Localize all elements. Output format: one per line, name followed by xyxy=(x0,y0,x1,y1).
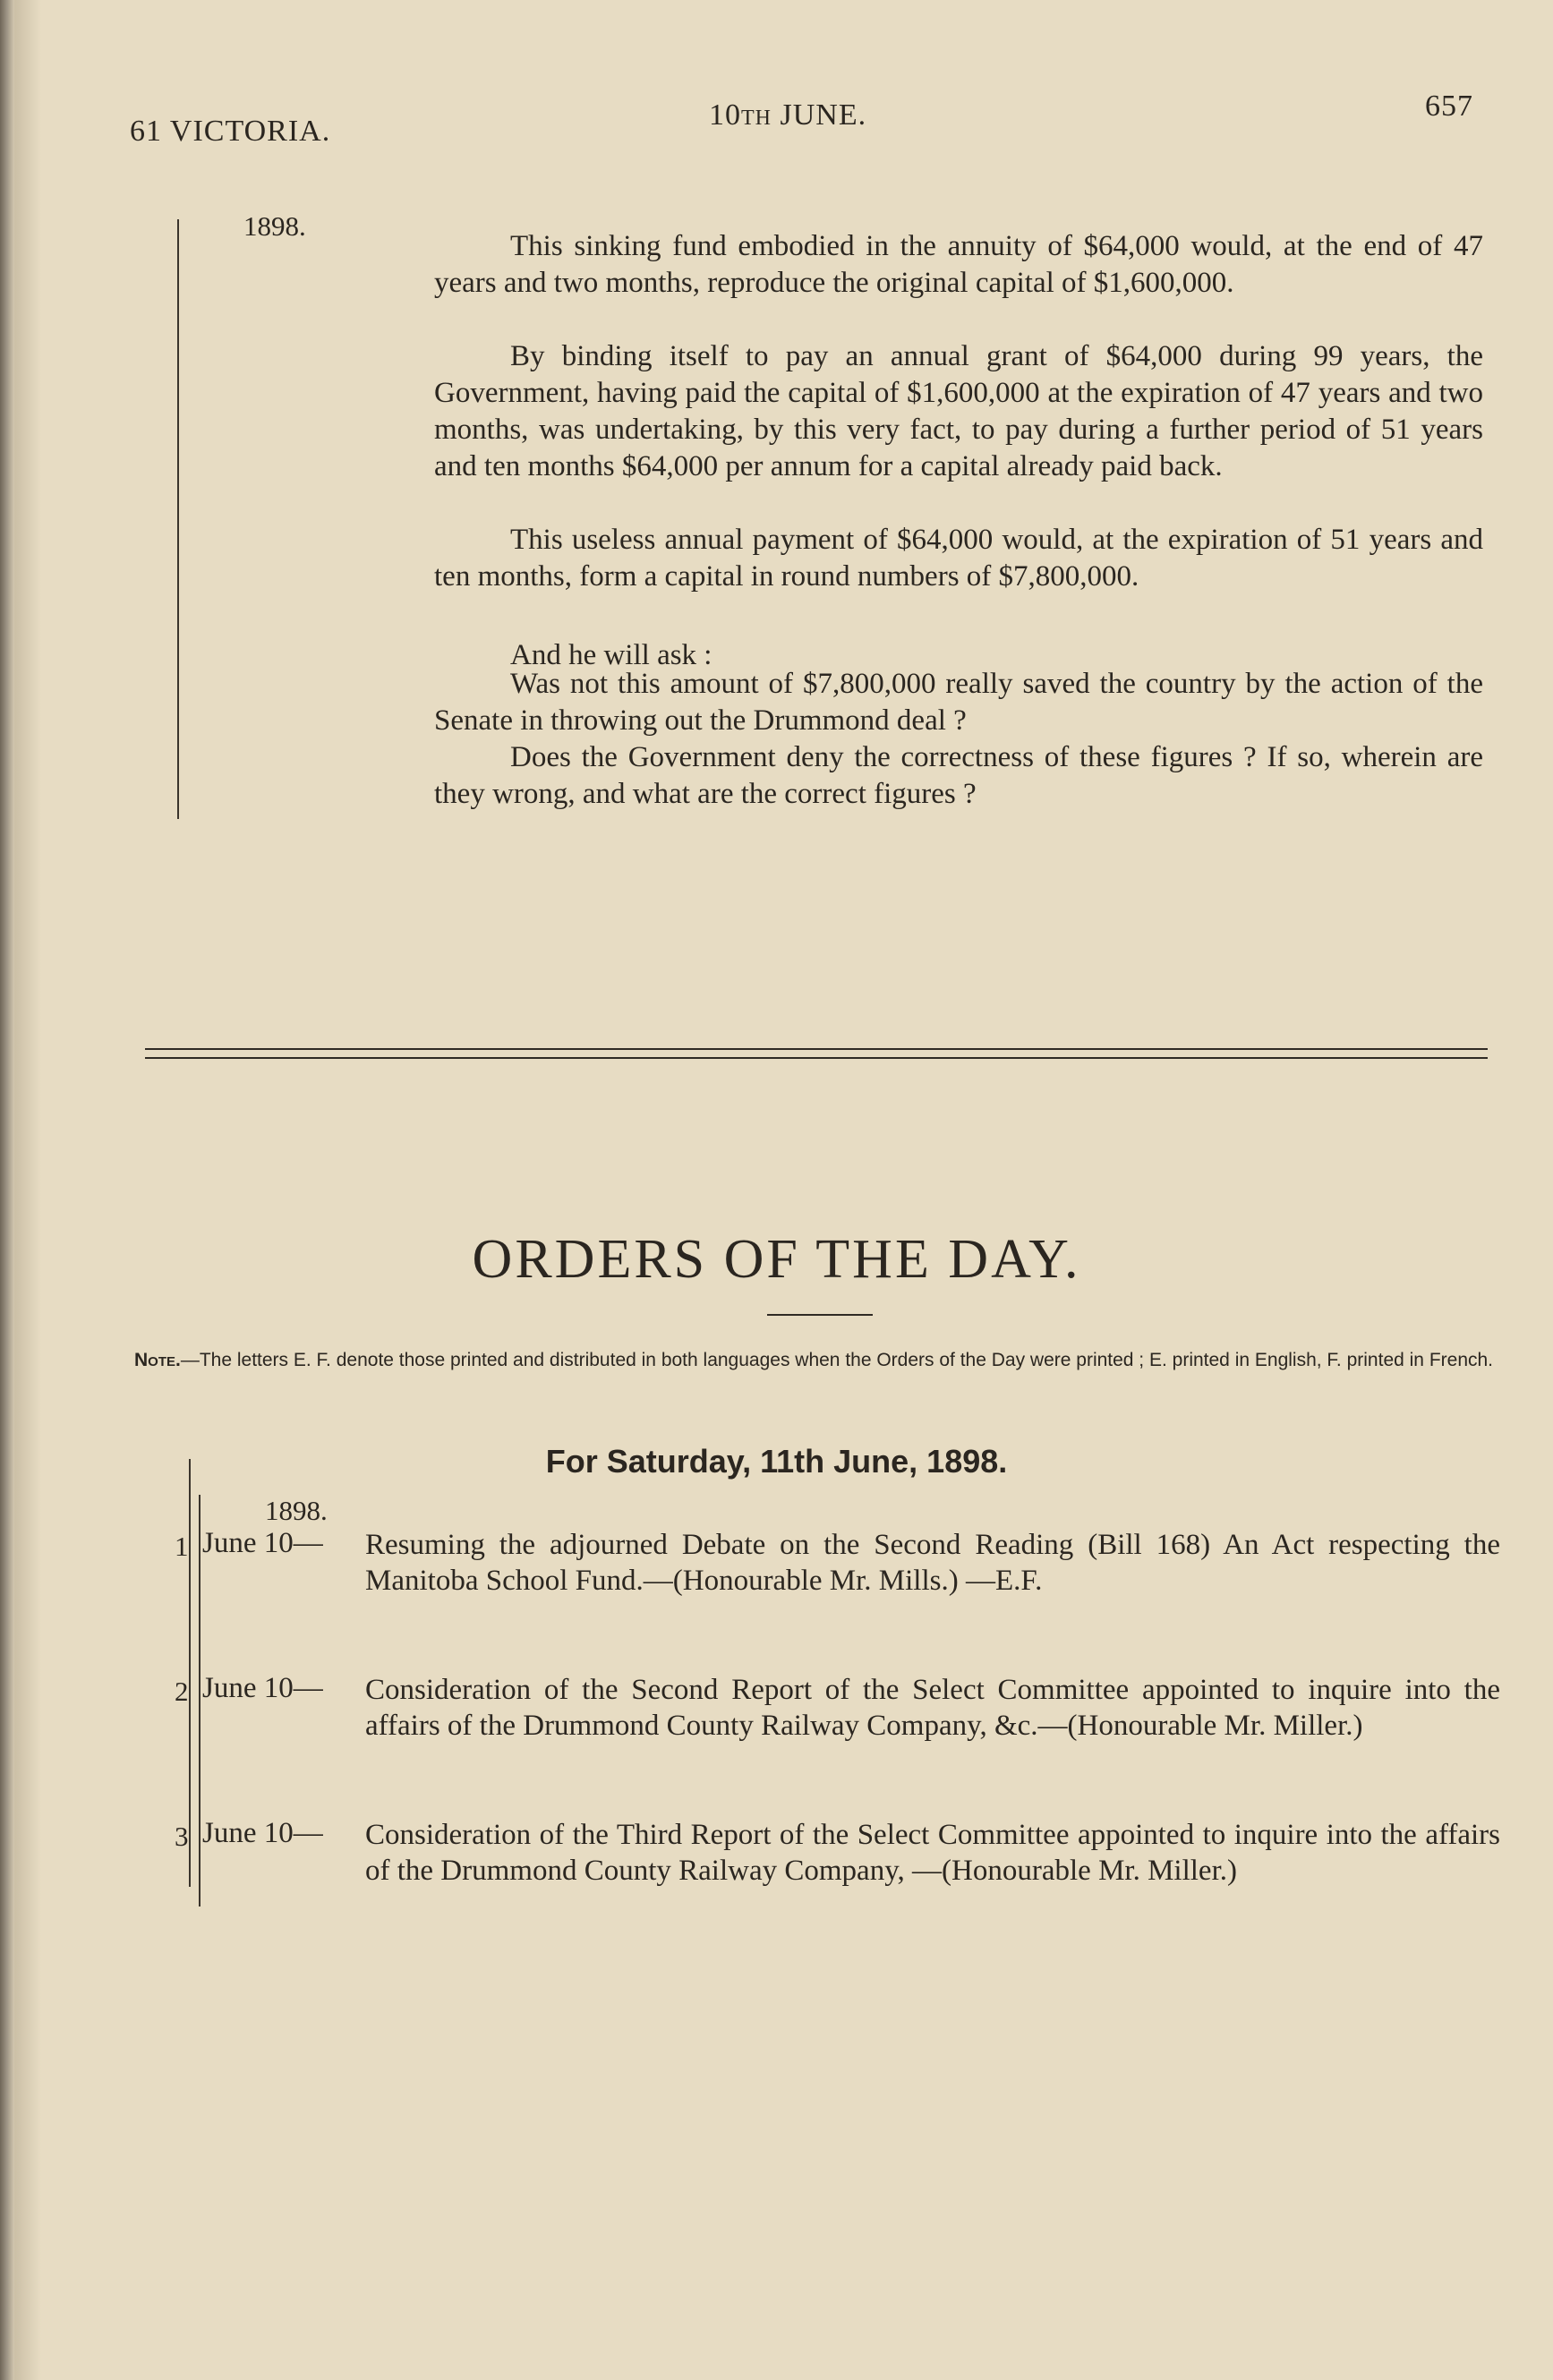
header-date-month: JUNE. xyxy=(780,98,867,132)
question-paragraph-4: And he will ask : xyxy=(510,639,713,671)
question-paragraph-5: Was not this amount of $7,800,000 really saved the country by the action of the Senate in throwing out the Drummond deal ? xyxy=(434,668,1483,737)
title-underline xyxy=(767,1314,873,1316)
order-date-3: June 10— xyxy=(202,1817,323,1849)
separator-rule-bottom xyxy=(145,1057,1488,1059)
orders-margin-rule-right xyxy=(199,1495,201,1907)
separator-rule-top xyxy=(145,1048,1488,1050)
question-paragraph-6: Does the Government deny the correctness of these figures ? If so, wherein are they wrong, and what are the correct figures ? xyxy=(434,741,1483,810)
header-date xyxy=(709,98,866,132)
page-gutter-shadow xyxy=(14,0,41,2380)
page-number: 657 xyxy=(1425,90,1473,123)
order-text-2: Consideration of the Second Report of the Select Committee appointed to inquire into the affairs of the Drummond County Railway Company, &c.—(Honourable Mr. Miller.) xyxy=(365,1674,1500,1742)
order-date-2: June 10— xyxy=(202,1672,323,1704)
order-number-2: 2 xyxy=(175,1676,189,1707)
question-paragraph-3: This useless annual payment of $64,000 would, at the expiration of 51 years and ten months, form a capital in round numbers of $7,800,000. xyxy=(434,524,1483,593)
orders-title: ORDERS OF THE DAY. xyxy=(472,1229,1081,1290)
order-date-1: June 10— xyxy=(202,1527,323,1559)
question-year: 1898. xyxy=(243,210,306,242)
book-binding-edge xyxy=(0,0,14,2380)
question-paragraph-2: By binding itself to pay an annual grant of $64,000 during 99 years, the Government, having paid the capital of $1,600,000 at the expiration of 47 years and two months, was undertaking, by this very fact, to pay during a further period of 51 years and ten months $64,000 per annum for a capital already paid back. xyxy=(434,340,1483,482)
header-session: 61 VICTORIA. xyxy=(130,115,331,148)
order-text-3: Consideration of the Third Report of the Select Committee appointed to inquire into the affairs of the Drummond County Railway Company, —(Honourable Mr. Miller.) xyxy=(365,1819,1500,1887)
header-date-day: 10 xyxy=(709,98,741,132)
note-text: —The letters E. F. denote those printed and distributed in both languages when the Orders of the Day were printed ; E. printed in English, F. printed in French. xyxy=(180,1350,1494,1370)
order-number-1: 1 xyxy=(175,1531,189,1562)
order-text-1: Resuming the adjourned Debate on the Second Reading (Bill 168) An Act respecting the Manitoba School Fund.—(Honourable Mr. Mills.) —E.F. xyxy=(365,1529,1500,1597)
orders-note xyxy=(134,1348,1495,1373)
orders-subheading: For Saturday, 11th June, 1898. xyxy=(545,1443,1008,1480)
question-paragraph-1: This sinking fund embodied in the annuity of $64,000 would, at the end of 47 years and two months, reproduce the original capital of $1,600,000. xyxy=(434,230,1483,299)
margin-rule xyxy=(177,219,179,819)
note-label: Note. xyxy=(134,1350,181,1370)
orders-year: 1898. xyxy=(265,1495,328,1526)
order-number-3: 3 xyxy=(175,1821,189,1852)
orders-margin-rule-left xyxy=(189,1459,191,1887)
header-date-ordinal: TH xyxy=(741,107,772,130)
